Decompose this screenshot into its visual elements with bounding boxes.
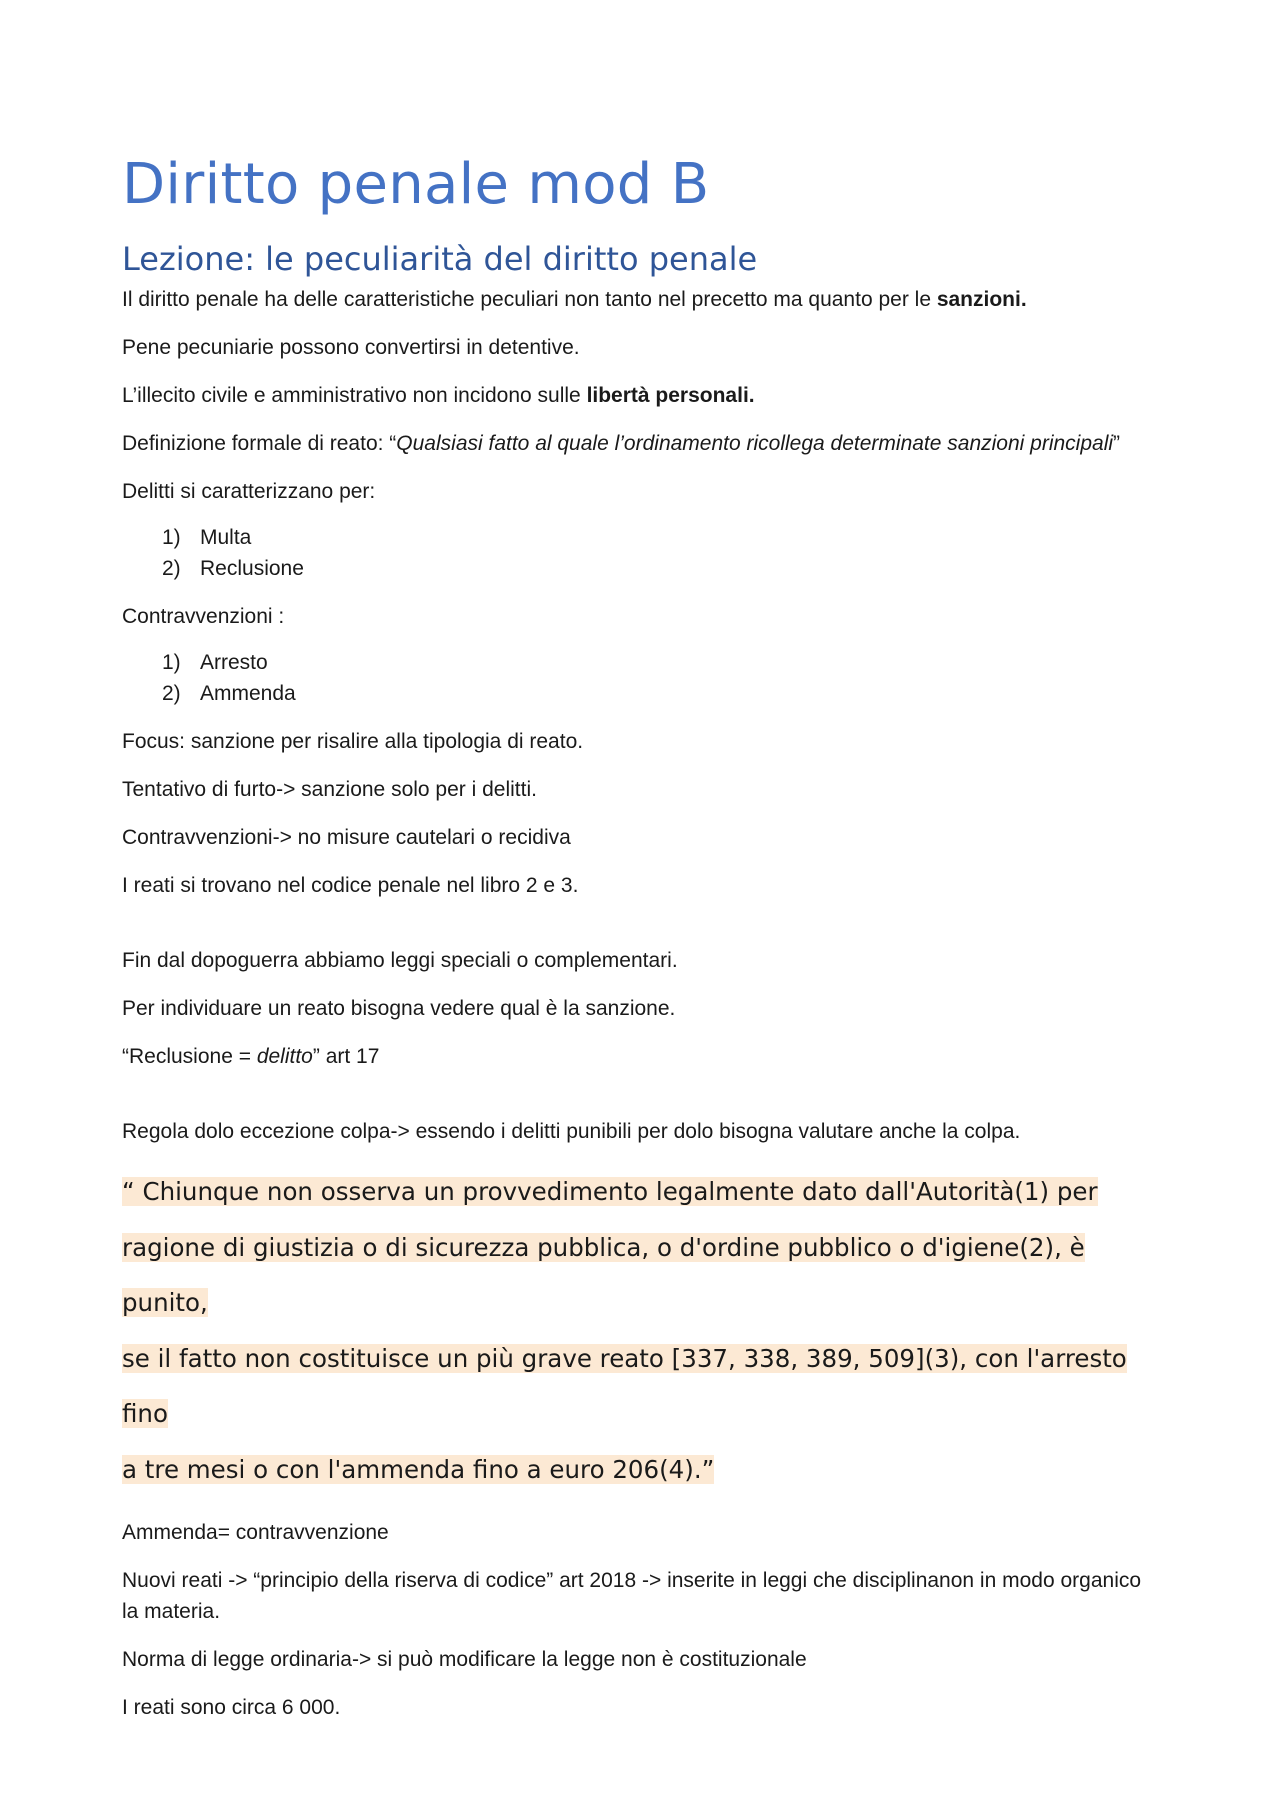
paragraph: Contravvenzioni : — [122, 605, 285, 628]
delitti-list — [122, 522, 1162, 584]
list-item: 1) Multa — [162, 526, 252, 549]
quote-line: “ Chiunque non osserva un provvedimento legalmente dato dall'Autorità(1) per — [122, 1177, 1098, 1206]
paragraph: Focus: sanzione per risalire alla tipologia di reato. — [122, 730, 584, 753]
paragraph: Ammenda= contravvenzione — [122, 1521, 389, 1544]
quote-line: a tre mesi o con l'ammenda fino a euro 206(4).” — [122, 1454, 715, 1484]
paragraph: Pene pecuniarie possono convertirsi in detentive. — [122, 336, 580, 359]
document-body — [122, 150, 1162, 1740]
paragraph: Contravvenzioni-> no misure cautelari o recidiva — [122, 826, 571, 849]
list-item: 2) Ammenda — [162, 682, 296, 705]
list-item: 1) Arresto — [162, 651, 268, 674]
list-item: 2) Reclusione — [162, 557, 304, 580]
lesson-heading: Lezione: le peculiarità del diritto penale — [122, 240, 758, 278]
paragraph: I reati sono circa 6 000. — [122, 1696, 341, 1719]
empty-line — [122, 1089, 1162, 1116]
quote-line: se il fatto non costituisce un più grave reato [337, 338, 389, 509](3), con l'arresto fino — [122, 1343, 1127, 1428]
paragraph: Fin dal dopoguerra abbiamo leggi speciali o complementari. — [122, 949, 678, 972]
paragraph: Delitti si caratterizzano per: — [122, 480, 376, 503]
empty-line — [122, 918, 1162, 945]
paragraph: I reati si trovano nel codice penale nel libro 2 e 3. — [122, 874, 579, 897]
paragraph: Nuovi reati -> “principio della riserva di codice” art 2018 -> inserite in leggi che disciplinanon in modo organico la materia. — [122, 1569, 1142, 1623]
contravvenzioni-list — [122, 647, 1162, 709]
paragraph: Norma di legge ordinaria-> si può modificare la legge non è costituzionale — [122, 1648, 807, 1671]
paragraph: Per individuare un reato bisogna vedere qual è la sanzione. — [122, 997, 676, 1020]
paragraph: L’illecito civile e amministrativo non incidono sulle libertà personali. — [122, 384, 755, 407]
quote-line: ragione di giustizia o di sicurezza pubblica, o d'ordine pubblico o d'igiene(2), è punito, — [122, 1232, 1085, 1317]
paragraph: Tentativo di furto-> sanzione solo per i delitti. — [122, 778, 537, 801]
definition-paragraph: Definizione formale di reato: “Qualsiasi fatto al quale l’ordinamento ricollega determinate sanzioni principali” — [122, 432, 1121, 455]
paragraph: Il diritto penale ha delle caratteristiche peculiari non tanto nel precetto ma quanto per le sanzioni. — [122, 288, 1027, 311]
paragraph: “Reclusione = delitto” art 17 — [122, 1045, 380, 1068]
document-title: Diritto penale mod B — [122, 152, 710, 217]
paragraph: Regola dolo eccezione colpa-> essendo i delitti punibili per dolo bisogna valutare anche la colpa. — [122, 1120, 1021, 1143]
highlighted-quote — [122, 1164, 1162, 1497]
